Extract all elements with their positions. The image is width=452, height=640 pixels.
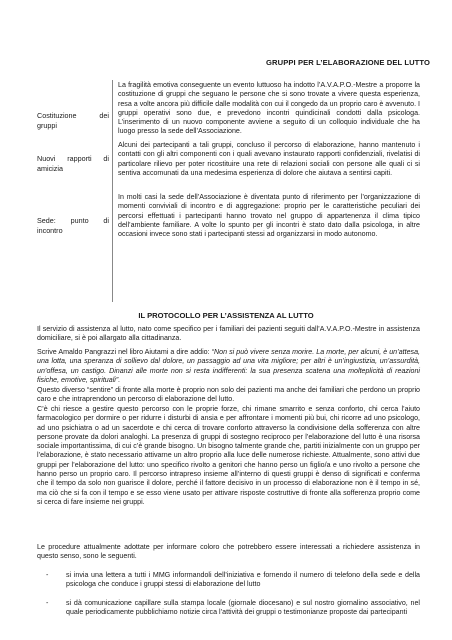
- quote-lead: Scrive Amaldo Pangrazzi nel libro Aiutami a dire addio:: [37, 348, 212, 356]
- paragraph-procedures: Le procedure attualmente adottate per informare coloro che potrebbero essere interessati a richiedere assistenza in questo senso, sono le seguenti.: [37, 543, 420, 561]
- list-item-text: si dà comunicazione capillare sulla stampa locale (giornale diocesano) e sul nostro giornalino associativo, nel quale periodicamente pubblichiamo notizie circa l’attività dei gruppi o testimonianze proposte dai partecipanti: [66, 599, 420, 617]
- paragraph-groups: La fragilità emotiva conseguente un evento luttuoso ha indotto l’A.V.A.P.O.-Mestre a proporre la costituzione di gruppi che seguano le persone che si sono trovate a vivere questa esperienza, resa a volte ancora più difficile dalle modalità con cui il congedo da un proprio caro è avvenuto. I gruppi operativi sono due, e prevedono incontri quindicinali condotti dalla psicologa. L’inserimento di un nuovo componente avviene a seguito di un colloquio individuale che ha luogo presso la sede dell’Associazione.: [118, 81, 420, 136]
- paragraph-venue: In molti casi la sede dell’Associazione è diventata punto di riferimento per l’organizzazione di momenti conviviali di incontro e di aggregazione: proprio per le caratteristiche peculiari dei percorsi effettuati i partecipanti hanno trovato nel gruppo di appartenenza il clima tipico dell’ambiente familiare. A volte lo spunto per gli incontri è stato dato dalla psicologa, in altre occasioni invece sono stati i partecipanti stessi ad organizzarsi in modo autonomo.: [118, 193, 420, 239]
- sidebar-label-groups: Costituzione dei gruppi: [37, 111, 109, 130]
- paragraph-coping: C’è chi riesce a gestire questo percorso con le proprie forze, chi rimane smarrito e senza conforto, chi cerca l’aiuto farmacologico per dormire o per ridurre i disturbi di ansia e per affrontare i momenti più bui, chi ricorre ad uno psicologo, ad uno psichiatra o ad un sacerdote e chi cerca di trovare conforto attraverso la condivisione della sofferenza con altre persone provate da dolori analoghi. La presenza di gruppi di sostegno reciproco per l’elaborazione del lutto è una risorsa sociale importantissima, di cui c’è grande bisogno. Un bisogno talmente grande che, partiti inizialmente con un gruppo per l’elaborazione, è stato necessario attivarne un altro proprio alla luce delle numerose richieste. Attualmente, sono attivi due gruppi per l’elaborazione del lutto: uno specifico rivolto a genitori che hanno perso un figlio/a e uno rivolto a persone che hanno perso un proprio caro. Il percorso intrapreso insieme all’interno di questi gruppi è denso di significati e conferma che il tempo da solo non guarisce il dolore, perché il fattore decisivo in un processo di elaborazione non è il tempo in sé, ma ciò che si fa con il tempo e se esso viene usato per attivare risposte costruttive di fronte alla sofferenza proprio come si cerca di fare insieme nei gruppi.: [37, 405, 420, 506]
- section-title-protocol: IL PROTOCOLLO PER L’ASSISTENZA AL LUTTO: [138, 311, 314, 320]
- paragraph-feeling: Questo diverso “sentire” di fronte alla morte è proprio non solo dei pazienti ma anche dei familiari che perdono un proprio caro e che intraprendono un percorso di elaborazione del lutto.: [37, 386, 420, 404]
- sidebar-label-venue: Sede: punto di incontro: [37, 216, 109, 235]
- bullet-dash: -: [46, 599, 49, 607]
- sidebar-label-friendships: Nuovi rapporti di amicizia: [37, 154, 109, 173]
- column-divider: [112, 80, 113, 302]
- quote-text: “Non si può vivere senza morire. La morte, per alcuni, è un’attesa, una lotta, una speranza di sollievo dal dolore, un passaggio ad una vita migliore; per altri è un’ingiustizia, un’assurdità, un’offesa, un castigo. Dinanzi alle morte non si resta indifferenti: la sua presenza scatena una molteplicità di reazioni fisiche, emotive, spirituali”.: [37, 348, 420, 384]
- list-item-text: si invia una lettera a tutti i MMG informandoli dell’iniziativa e fornendo il numero di telefono della sede e della psicologa che conduce i gruppi stessi di elaborazione del lutto: [66, 571, 420, 589]
- paragraph-quote: [37, 348, 420, 385]
- bullet-dash: -: [46, 571, 49, 579]
- list-item: [46, 599, 420, 618]
- list-item: [46, 571, 420, 590]
- paragraph-intro: Il servizio di assistenza al lutto, nato come specifico per i familiari dei pazienti seguiti dall’A.V.A.P.O.-Mestre in assistenza domiciliare, si è poi allargato alla cittadinanza.: [37, 325, 420, 343]
- paragraph-friendships: Alcuni dei partecipanti a tali gruppi, concluso il percorso di elaborazione, hanno mantenuto i contatti con gli altri componenti con i quali avevano instaurato rapporti confidenziali, rivelatisi di particolare rilievo per poter ricostituire una rete di relazioni sociali con persone alle quali ci si sentiva accomunati da una medesima esperienza di dolore che aiutava a sentirsi capiti.: [118, 141, 420, 177]
- section-title-grief-groups: GRUPPI PER L’ELABORAZIONE DEL LUTTO: [266, 58, 430, 67]
